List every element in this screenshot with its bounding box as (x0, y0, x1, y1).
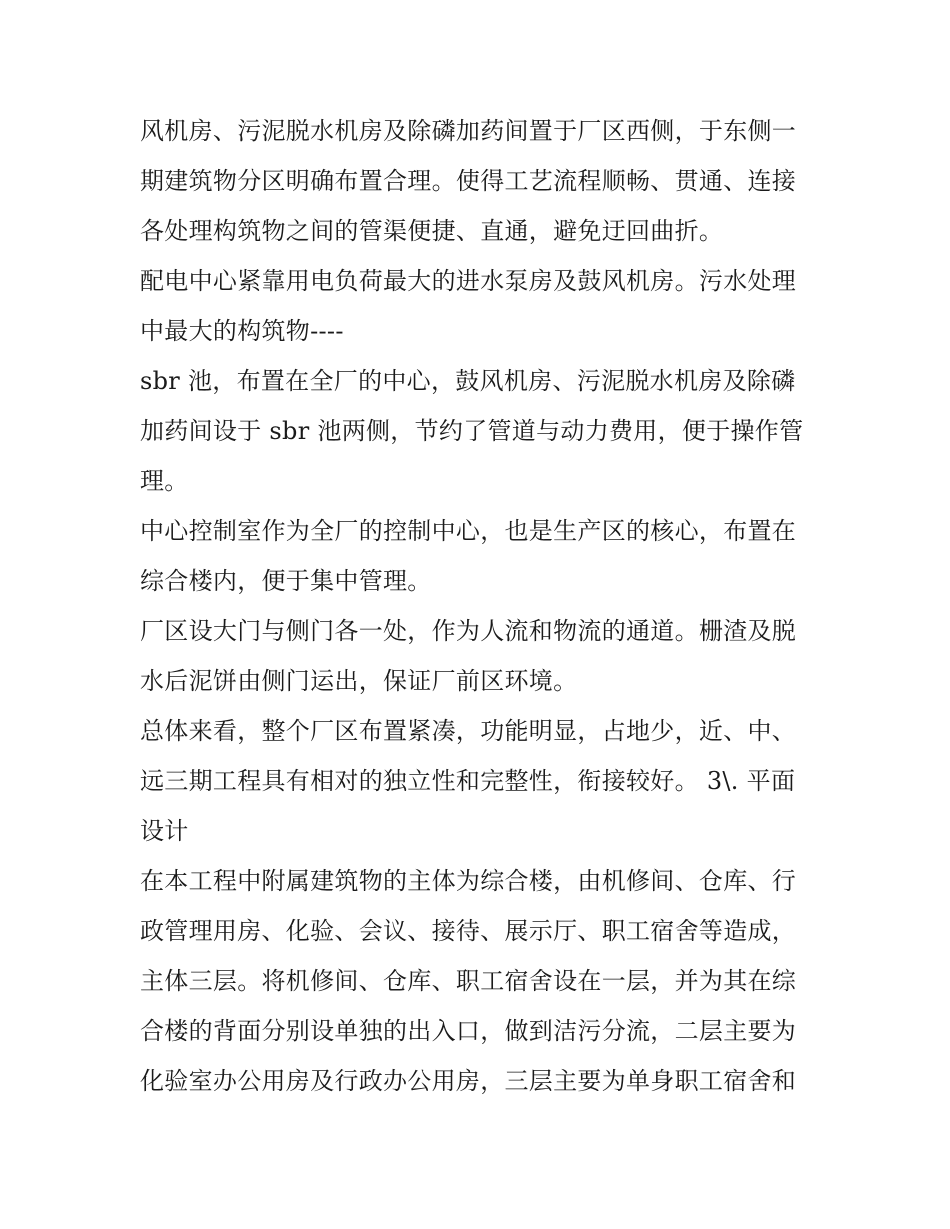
text-line: 中最大的构筑物---- (140, 317, 344, 345)
text-line: 化验室办公用房及行政办公用房，三层主要为单身职工宿舍和 (140, 1067, 797, 1095)
text-line: 远三期工程具有相对的独立性和完整性，衔接较好。 3\. 平面 (140, 767, 796, 795)
text-line: 配电中心紧靠用电负荷最大的进水泵房及鼓风机房。污水处理 (140, 267, 797, 295)
text-line: 政管理用房、化验、会议、接待、展示厅、职工宿舍等造成， (140, 917, 797, 945)
text-line: 中心控制室作为全厂的控制中心，也是生产区的核心，布置在 (140, 517, 797, 545)
text-line: 各处理构筑物之间的管渠便捷、直通，避免迂回曲折。 (140, 217, 724, 245)
text-line: 合楼的背面分别设单独的出入口，做到洁污分流，二层主要为 (140, 1017, 797, 1045)
text-line: 总体来看，整个厂区布置紧凑，功能明显，占地少，近、中、 (140, 717, 797, 745)
text-line: 加药间设于 sbr 池两侧，节约了管道与动力费用，便于操作管 (140, 417, 804, 445)
text-line: 厂区设大门与侧门各一处，作为人流和物流的通道。栅渣及脱 (140, 617, 797, 645)
text-line: 风机房、污泥脱水机房及除磷加药间置于厂区西侧，于东侧一 (140, 117, 797, 145)
text-line: 综合楼内，便于集中管理。 (140, 567, 432, 595)
document-body (140, 106, 820, 1106)
text-line: sbr 池，布置在全厂的中心，鼓风机房、污泥脱水机房及除磷 (140, 367, 796, 395)
text-line: 主体三层。将机修间、仓库、职工宿舍设在一层，并为其在综 (140, 967, 797, 995)
text-line: 设计 (140, 817, 189, 845)
text-line: 理。 (140, 467, 189, 495)
text-line: 水后泥饼由侧门运出，保证厂前区环境。 (140, 667, 578, 695)
text-line: 在本工程中附属建筑物的主体为综合楼，由机修间、仓库、行 (140, 867, 797, 895)
text-line: 期建筑物分区明确布置合理。使得工艺流程顺畅、贯通、连接 (140, 167, 797, 195)
